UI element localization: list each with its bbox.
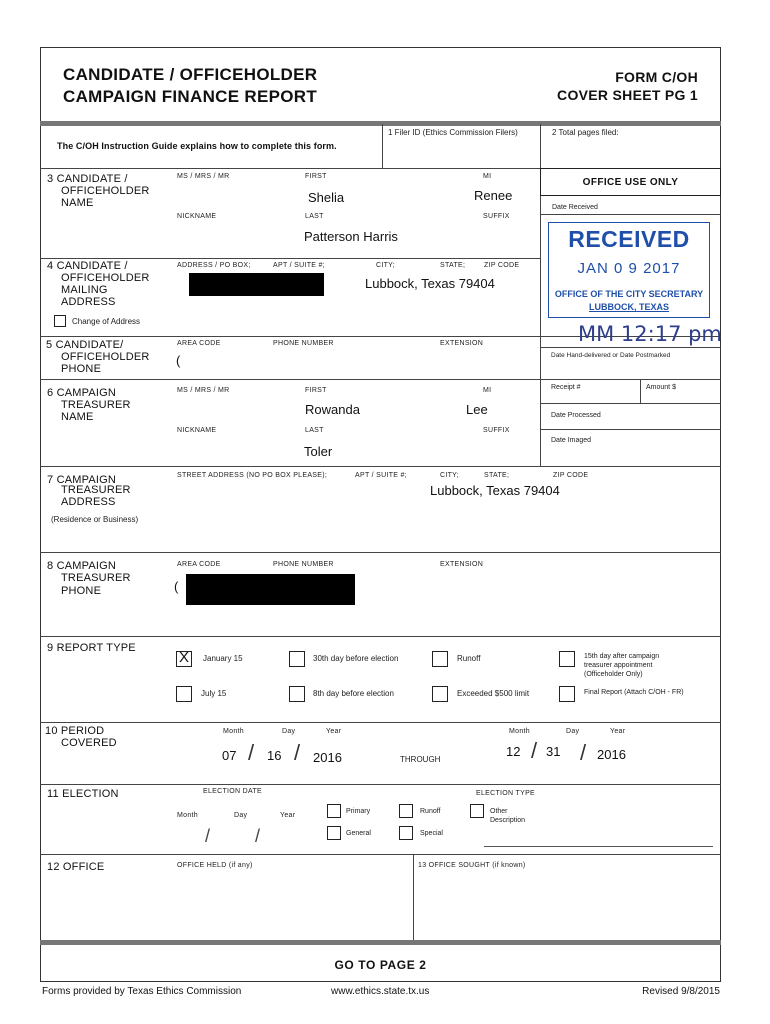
sec6-last-label: LAST (305, 427, 324, 434)
candidate-first-name[interactable]: Shelia (308, 190, 345, 205)
treasurer-city-state-zip[interactable]: Lubbock, Texas 79404 (430, 483, 560, 498)
other-label-2: Description (490, 817, 526, 824)
primary-checkbox[interactable] (327, 804, 341, 818)
title-line-1: CANDIDATE / OFFICEHOLDER (63, 65, 318, 84)
rule (640, 379, 641, 403)
rule (40, 552, 721, 553)
ethics-url[interactable]: www.ethics.state.tx.us (331, 986, 430, 997)
candidate-city-state-zip[interactable]: Lubbock, Texas 79404 (365, 276, 495, 291)
sec6-nickname-label: NICKNAME (177, 427, 217, 434)
sec9-label: 9 REPORT TYPE (47, 642, 136, 654)
sec10-from-year-label: Year (326, 728, 342, 735)
exceeded-limit-checkbox[interactable] (432, 686, 448, 702)
rule (40, 466, 721, 467)
sec4-state-label: STATE; (440, 262, 466, 269)
election-year-label: Year (280, 812, 296, 819)
sec5-paren: ( (176, 353, 181, 368)
rule (40, 258, 540, 259)
sec8-area-label: AREA CODE (177, 561, 221, 568)
sec8-label-3: PHONE (61, 585, 102, 597)
through-label: THROUGH (400, 755, 441, 764)
sec5-label-3: PHONE (61, 363, 102, 375)
other-election-checkbox[interactable] (470, 804, 484, 818)
date-slash: / (255, 826, 261, 846)
sec10-to-year-label: Year (610, 728, 626, 735)
sec7-label-2: TREASURER (61, 484, 131, 496)
sec10-to-day-label: Day (566, 728, 580, 735)
election-type-label: ELECTION TYPE (476, 790, 536, 797)
sec10-to-month-label: Month (509, 728, 530, 735)
date-hand-label: Date Hand-delivered or Date Postmarked (551, 352, 671, 359)
stamp-office-line-1: OFFICE OF THE CITY SECRETARY (554, 289, 704, 299)
sec8-label-2: TREASURER (61, 572, 131, 584)
sec3-label-2: OFFICEHOLDER (61, 185, 150, 197)
day15-label-1: 15th day after campaign (584, 653, 660, 660)
amount-label: Amount $ (646, 384, 676, 391)
sec5-label-1: 5 CANDIDATE/ (46, 339, 124, 351)
rule (40, 784, 721, 785)
sec3-label-3: NAME (61, 197, 94, 209)
footer-divider (40, 940, 721, 945)
sec7-zip-label: ZIP CODE (553, 472, 589, 479)
change-of-address-label: Change of Address (72, 317, 141, 326)
january-15-label: January 15 (203, 654, 243, 663)
sec7-note: (Residence or Business) (51, 515, 139, 524)
rule (40, 854, 721, 855)
rule (540, 403, 721, 404)
general-checkbox[interactable] (327, 826, 341, 840)
july-15-label: July 15 (201, 689, 227, 698)
rule (40, 379, 721, 380)
revised-date: Revised 9/8/2015 (642, 986, 720, 997)
day30-label: 30th day before election (313, 654, 399, 663)
sec3-nickname-label: NICKNAME (177, 213, 217, 220)
sec7-city-label: CITY; (440, 472, 459, 479)
sec6-ms-label: MS / MRS / MR (177, 387, 230, 394)
january-15-check-mark: X (179, 649, 190, 666)
sec8-label-1: 8 CAMPAIGN (47, 560, 117, 572)
date-processed-label: Date Processed (551, 412, 601, 419)
treasurer-middle-initial[interactable]: Lee (466, 402, 488, 417)
election-day-label: Day (234, 812, 248, 819)
receipt-label: Receipt # (551, 384, 581, 391)
sec3-label-1: 3 CANDIDATE / (47, 173, 128, 185)
candidate-middle-initial[interactable]: Renee (474, 188, 513, 203)
title-line-2: CAMPAIGN FINANCE REPORT (63, 87, 318, 106)
sec8-phone-label: PHONE NUMBER (273, 561, 334, 568)
day8-checkbox[interactable] (289, 686, 305, 702)
general-label: General (346, 830, 371, 837)
date-slash: / (580, 740, 587, 765)
treasurer-last-name[interactable]: Toler (304, 444, 333, 459)
exceeded-limit-label: Exceeded $500 limit (457, 689, 530, 698)
sec3-first-label: FIRST (305, 173, 327, 180)
date-slash: / (531, 738, 538, 763)
redacted-treasurer-phone (186, 574, 355, 605)
special-checkbox[interactable] (399, 826, 413, 840)
special-label: Special (420, 830, 443, 837)
redacted-address (189, 273, 324, 296)
sec10-label-2: COVERED (61, 737, 117, 749)
day30-checkbox[interactable] (289, 651, 305, 667)
runoff-report-checkbox[interactable] (432, 651, 448, 667)
treasurer-first-name[interactable]: Rowanda (305, 402, 360, 417)
sec4-label-3: MAILING (61, 284, 108, 296)
instruction-text: The C/OH Instruction Guide explains how to complete this form. (57, 141, 337, 151)
election-date-label: ELECTION DATE (203, 788, 263, 795)
rule (40, 636, 721, 637)
sec6-suffix-label: SUFFIX (483, 427, 510, 434)
rule (540, 429, 721, 430)
filer-id-divider (382, 124, 383, 168)
stamp-office-line-2: LUBBOCK, TEXAS (588, 302, 669, 312)
change-of-address-checkbox[interactable] (54, 315, 66, 327)
period-from-year[interactable]: 2016 (313, 750, 342, 765)
stamp-received-text: RECEIVED (568, 226, 690, 252)
date-received-label: Date Received (552, 204, 598, 211)
election-month-label: Month (177, 812, 198, 819)
sec4-label-4: ADDRESS (61, 296, 116, 308)
election-runoff-label: Runoff (420, 808, 441, 815)
primary-label: Primary (346, 808, 371, 815)
office-use-title: OFFICE USE ONLY (582, 177, 679, 188)
final-report-label: Final Report (Attach C/OH - FR) (584, 689, 684, 696)
filer-id-label: 1 Filer ID (Ethics Commission Filers) (388, 128, 518, 137)
sec5-label-2: OFFICEHOLDER (61, 351, 150, 363)
sec3-last-label: LAST (305, 213, 324, 220)
sec6-label-3: NAME (61, 411, 94, 423)
sec6-first-label: FIRST (305, 387, 327, 394)
form-id: FORM C/OH (615, 69, 698, 85)
sec7-apt-label: APT / SUITE #; (355, 472, 407, 479)
other-description-line (484, 846, 713, 847)
sec4-label-1: 4 CANDIDATE / (47, 260, 128, 272)
sec3-ms-label: MS / MRS / MR (177, 173, 230, 180)
forms-provided: Forms provided by Texas Ethics Commission (42, 986, 242, 997)
sec10-from-day-label: Day (282, 728, 296, 735)
sec5-ext-label: EXTENSION (440, 340, 484, 347)
july-15-checkbox[interactable] (176, 686, 192, 702)
day15-label-2: treasurer appointment (584, 662, 653, 669)
sec5-area-label: AREA CODE (177, 340, 221, 347)
sec3-mi-label: MI (483, 173, 492, 180)
period-to-year[interactable]: 2016 (597, 747, 626, 762)
day15-label-3: (Officeholder Only) (584, 671, 643, 678)
sec4-address-label: ADDRESS / PO BOX; (177, 262, 251, 269)
sec4-apt-label: APT / SUITE #; (273, 262, 325, 269)
sec6-mi-label: MI (483, 387, 492, 394)
rule (40, 722, 721, 723)
date-slash: / (205, 826, 211, 846)
sec5-phone-label: PHONE NUMBER (273, 340, 334, 347)
day8-label: 8th day before election (313, 689, 394, 698)
office-sought-label: 13 OFFICE SOUGHT (if known) (418, 862, 526, 869)
sec3-suffix-label: SUFFIX (483, 213, 510, 220)
date-slash: / (294, 740, 301, 765)
sec12-label: 12 OFFICE (47, 861, 105, 873)
go-to-page: GO TO PAGE 2 (334, 958, 427, 972)
sec6-label-1: 6 CAMPAIGN (47, 387, 117, 399)
form-page: COVER SHEET PG 1 (557, 87, 698, 103)
sec7-label-3: ADDRESS (61, 496, 116, 508)
sec7-state-label: STATE; (484, 472, 510, 479)
rule (540, 214, 721, 215)
date-imaged-label: Date Imaged (551, 437, 592, 444)
header-divider (40, 121, 721, 126)
runoff-report-label: Runoff (457, 654, 481, 663)
sec8-paren: ( (174, 579, 179, 594)
total-pages-label: 2 Total pages filed: (552, 128, 619, 137)
sec4-zip-label: ZIP CODE (484, 262, 520, 269)
other-label-1: Other (490, 808, 508, 815)
stamp-date: JAN 0 9 2017 (577, 260, 681, 277)
office-divider (413, 854, 414, 940)
sec6-label-2: TREASURER (61, 399, 131, 411)
rule (40, 168, 540, 169)
candidate-last-name[interactable]: Patterson Harris (304, 229, 398, 244)
sec11-label: 11 ELECTION (47, 788, 119, 800)
handwritten-time: MM 12:17 pm (578, 322, 722, 346)
date-slash: / (248, 740, 255, 765)
sec10-from-month-label: Month (223, 728, 244, 735)
office-held-label: OFFICE HELD (if any) (177, 862, 253, 869)
day15-checkbox[interactable] (559, 651, 575, 667)
sec10-label-1: 10 PERIOD (45, 725, 105, 737)
rule (540, 347, 721, 348)
period-from-month[interactable]: 07 (222, 748, 237, 763)
final-report-checkbox[interactable] (559, 686, 575, 702)
sec7-street-label: STREET ADDRESS (NO PO BOX PLEASE); (177, 472, 328, 479)
sec4-label-2: OFFICEHOLDER (61, 272, 150, 284)
sec8-ext-label: EXTENSION (440, 561, 484, 568)
election-runoff-checkbox[interactable] (399, 804, 413, 818)
sec4-city-label: CITY; (376, 262, 395, 269)
sec7-label-1: 7 CAMPAIGN (47, 474, 117, 486)
period-to-day[interactable]: 31 (546, 744, 561, 759)
period-from-day[interactable]: 16 (267, 748, 282, 763)
period-to-month[interactable]: 12 (506, 744, 521, 759)
